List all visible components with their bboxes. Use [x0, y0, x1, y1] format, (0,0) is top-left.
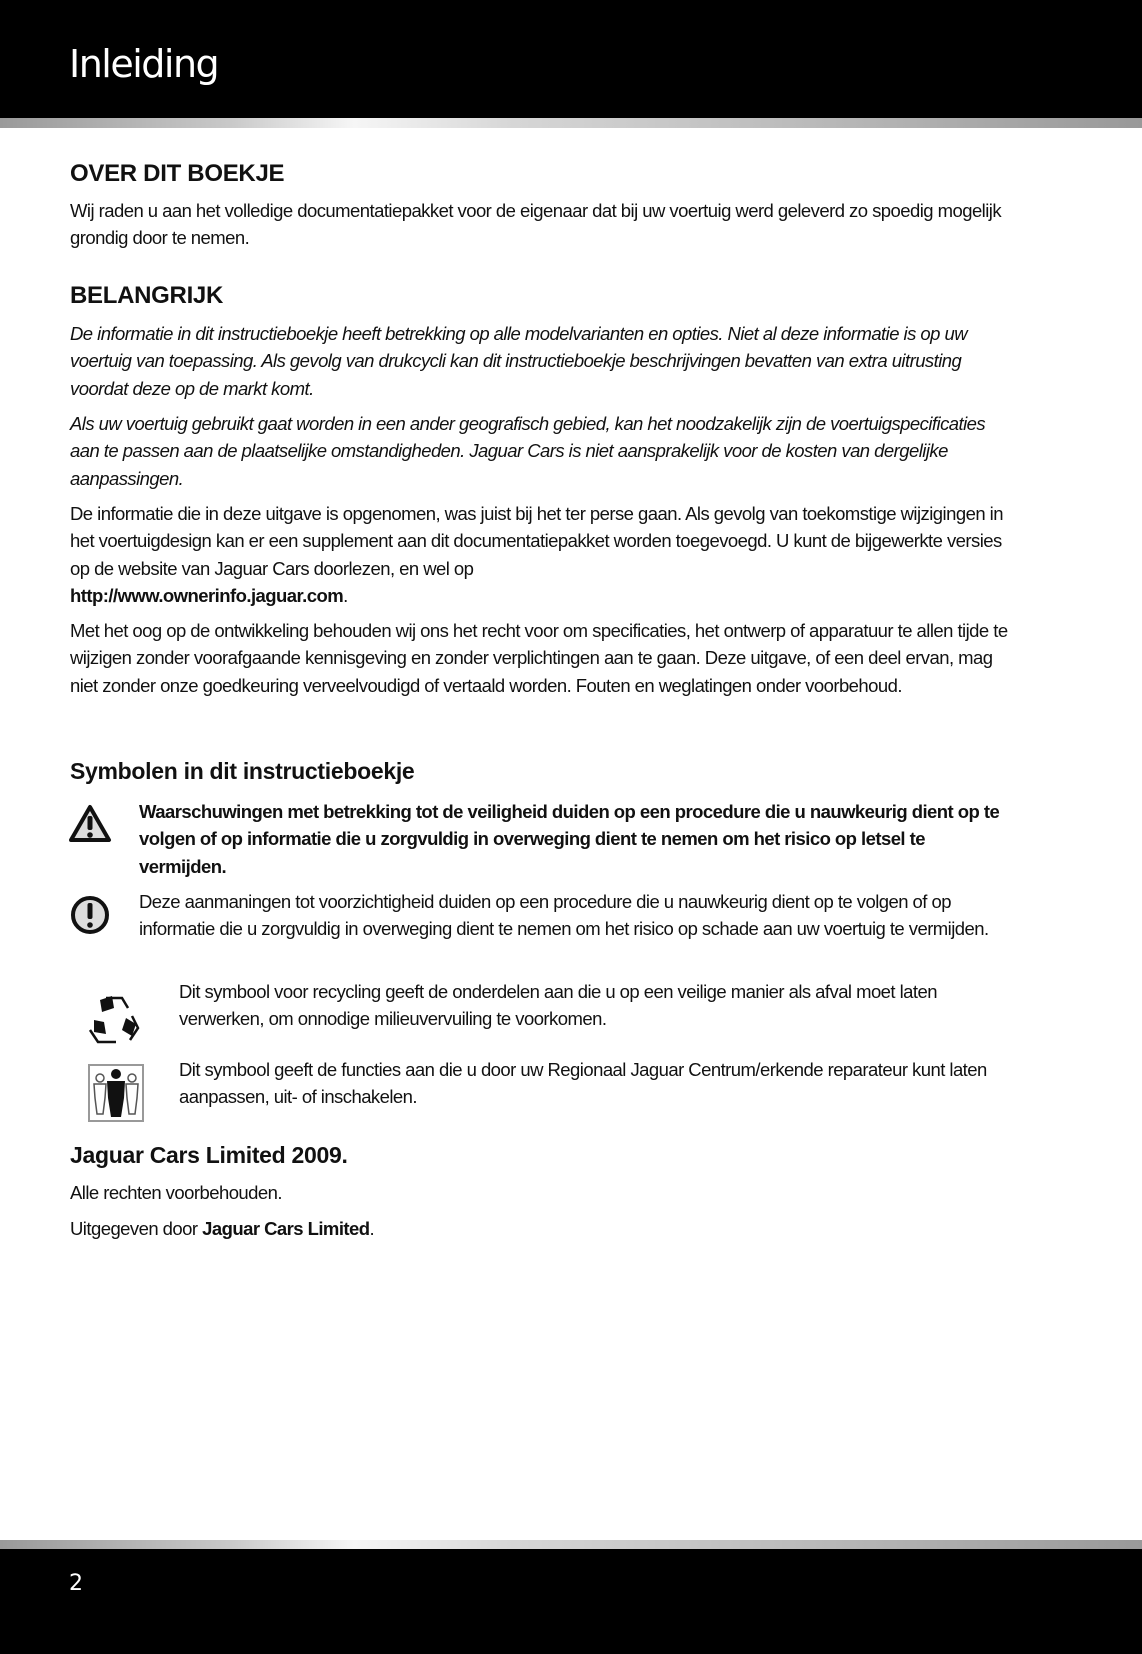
rights-text: Alle rechten voorbehouden. [70, 1182, 282, 1203]
dealer-people-icon [88, 1064, 144, 1122]
caution-text: Deze aanmaningen tot voorzichtigheid duiden op een procedure die u nauwkeurig dient op te volgen of op informatie die u zorgvuldig in overweging dient te nemen om het risico op schade aan uw voertuig te vermijden. [139, 891, 989, 940]
published-text: Uitgegeven door Jaguar Cars Limited. [70, 1218, 375, 1239]
caution-exclamation-icon [68, 893, 112, 937]
section-heading-symbolen: Symbolen in dit instructieboekje [70, 758, 415, 784]
recycling-icon [86, 990, 142, 1046]
section-heading-belangrijk: BELANGRIJK [70, 282, 224, 309]
section-heading-copyright: Jaguar Cars Limited 2009. [70, 1142, 348, 1168]
warning-text: Waarschuwingen met betrekking tot de veiligheid duiden op een procedure die u nauwkeurig dient op te volgen of op informatie die u zorgvuldig in overweging dient te nemen om het risico op letsel te vermijden. [139, 801, 1000, 877]
warning-triangle-icon [68, 802, 112, 846]
header-divider [0, 118, 1142, 128]
belangrijk-italic-2: Als uw voertuig gebruikt gaat worden in een ander geografisch gebied, kan het noodzakelijk zijn de voertuigspecificaties aan te passen aan de plaatselijke omstandigheden. Jaguar Cars is niet aansprakelijk voor de kosten van dergelijke aanpassingen. [70, 413, 986, 489]
over-text: Wij raden u aan het volledige documentatiepakket voor de eigenaar dat bij uw voertuig werd geleverd zo spoedig mogelijk grondig door te nemen. [70, 200, 1002, 249]
recycling-text: Dit symbool voor recycling geeft de onderdelen aan die u op een veilige manier als afval moet laten verwerken, om onnodige milieuvervuiling te voorkomen. [179, 981, 937, 1030]
page-title: Inleiding [69, 42, 219, 86]
belangrijk-para-1: De informatie die in deze uitgave is opgenomen, was juist bij het ter perse gaan. Als gevolg van toekomstige wijzigingen in het voertuigdesign kan er een supplement aan dit documentatiepakket worden toegevoegd. U kunt de bijgewerkte versies op de website van Jaguar Cars doorlezen, en wel op http://www.ownerinfo.jaguar.com. [70, 503, 1003, 606]
page-footer [0, 1549, 1142, 1654]
page-number: 2 [69, 1571, 83, 1596]
website-link[interactable]: http://www.ownerinfo.jaguar.com [70, 584, 344, 606]
section-heading-over: OVER DIT BOEKJE [70, 160, 285, 187]
dealer-text: Dit symbool geeft de functies aan die u door uw Regionaal Jaguar Centrum/erkende reparateur kunt laten aanpassen, uit- of inschakelen. [179, 1059, 987, 1108]
belangrijk-para-2: Met het oog op de ontwikkeling behouden wij ons het recht voor om specificaties, het ontwerp of apparatuur te allen tijde te wijzigen zonder voorafgaande kennisgeving en zonder verplichtingen aan te gaan. Deze uitgave, of een deel ervan, mag niet zonder onze goedkeuring verveelvoudigd of vertaald worden. Fouten en weglatingen onder voorbehoud. [70, 620, 1008, 696]
page-header [0, 0, 1142, 118]
belangrijk-italic-1: De informatie in dit instructieboekje heeft betrekking op alle modelvarianten en opties. Niet al deze informatie is op uw voertuig van toepassing. Als gevolg van drukcycli kan dit instructieboekje beschrijvingen bevatten van extra uitrusting voordat deze op de markt komt. [70, 323, 968, 399]
